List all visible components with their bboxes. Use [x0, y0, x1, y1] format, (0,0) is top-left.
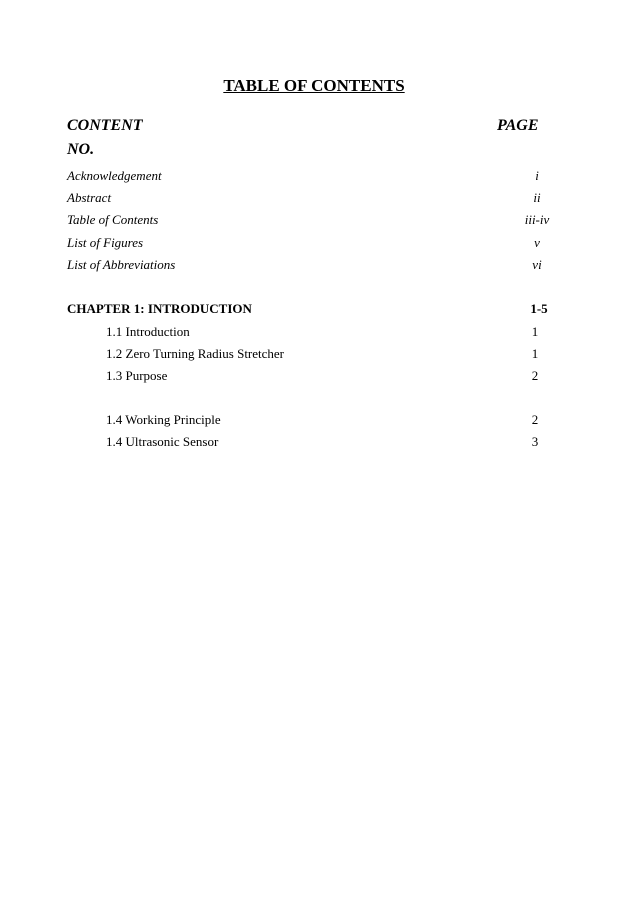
toc-section-page: 2: [531, 412, 539, 427]
toc-entry-page: iii-iv: [524, 212, 550, 227]
toc-section-1-2: [0, 346, 638, 364]
toc-section-1-1: [0, 324, 638, 342]
toc-section-page: 3: [531, 434, 539, 449]
toc-section-label: 1.2 Zero Turning Radius Stretcher: [106, 346, 285, 361]
toc-entry-page: i: [535, 168, 539, 183]
toc-chapter-page: 1-5: [530, 301, 548, 316]
toc-section-1-4: [0, 412, 638, 430]
content-number-header: NO.: [67, 141, 95, 158]
toc-entry-label: List of Figures: [67, 235, 144, 250]
toc-entry-acknowledgement: [0, 168, 638, 186]
toc-section-page: 2: [531, 368, 539, 383]
toc-entry-label: List of Abbreviations: [67, 257, 176, 272]
content-column-header: CONTENT: [67, 117, 143, 134]
toc-entry-label: Table of Contents: [67, 212, 159, 227]
page-column-header: PAGE: [497, 117, 539, 134]
toc-entry-list-of-figures: [0, 235, 638, 253]
toc-entry-label: Abstract: [67, 190, 112, 205]
toc-entry-table-of-contents: [0, 212, 638, 230]
toc-section-label: 1.1 Introduction: [106, 324, 190, 339]
toc-chapter-1: [0, 301, 638, 319]
toc-entry-abstract: [0, 190, 638, 208]
toc-entry-page: ii: [533, 190, 541, 205]
toc-section-page: 1: [531, 324, 539, 339]
toc-chapter-label: CHAPTER 1: INTRODUCTION: [67, 301, 252, 316]
toc-entry-page: vi: [532, 257, 542, 272]
page-title: TABLE OF CONTENTS: [223, 76, 405, 95]
toc-entry-page: v: [534, 235, 540, 250]
toc-section-1-3: [0, 368, 638, 386]
toc-section-label: 1.4 Working Principle: [106, 412, 221, 427]
toc-section-1-4-ultrasonic: [0, 434, 638, 452]
toc-entry-list-of-abbreviations: [0, 257, 638, 275]
toc-section-page: 1: [531, 346, 539, 361]
toc-entry-label: Acknowledgement: [67, 168, 162, 183]
toc-section-label: 1.4 Ultrasonic Sensor: [106, 434, 219, 449]
toc-section-label: 1.3 Purpose: [106, 368, 168, 383]
